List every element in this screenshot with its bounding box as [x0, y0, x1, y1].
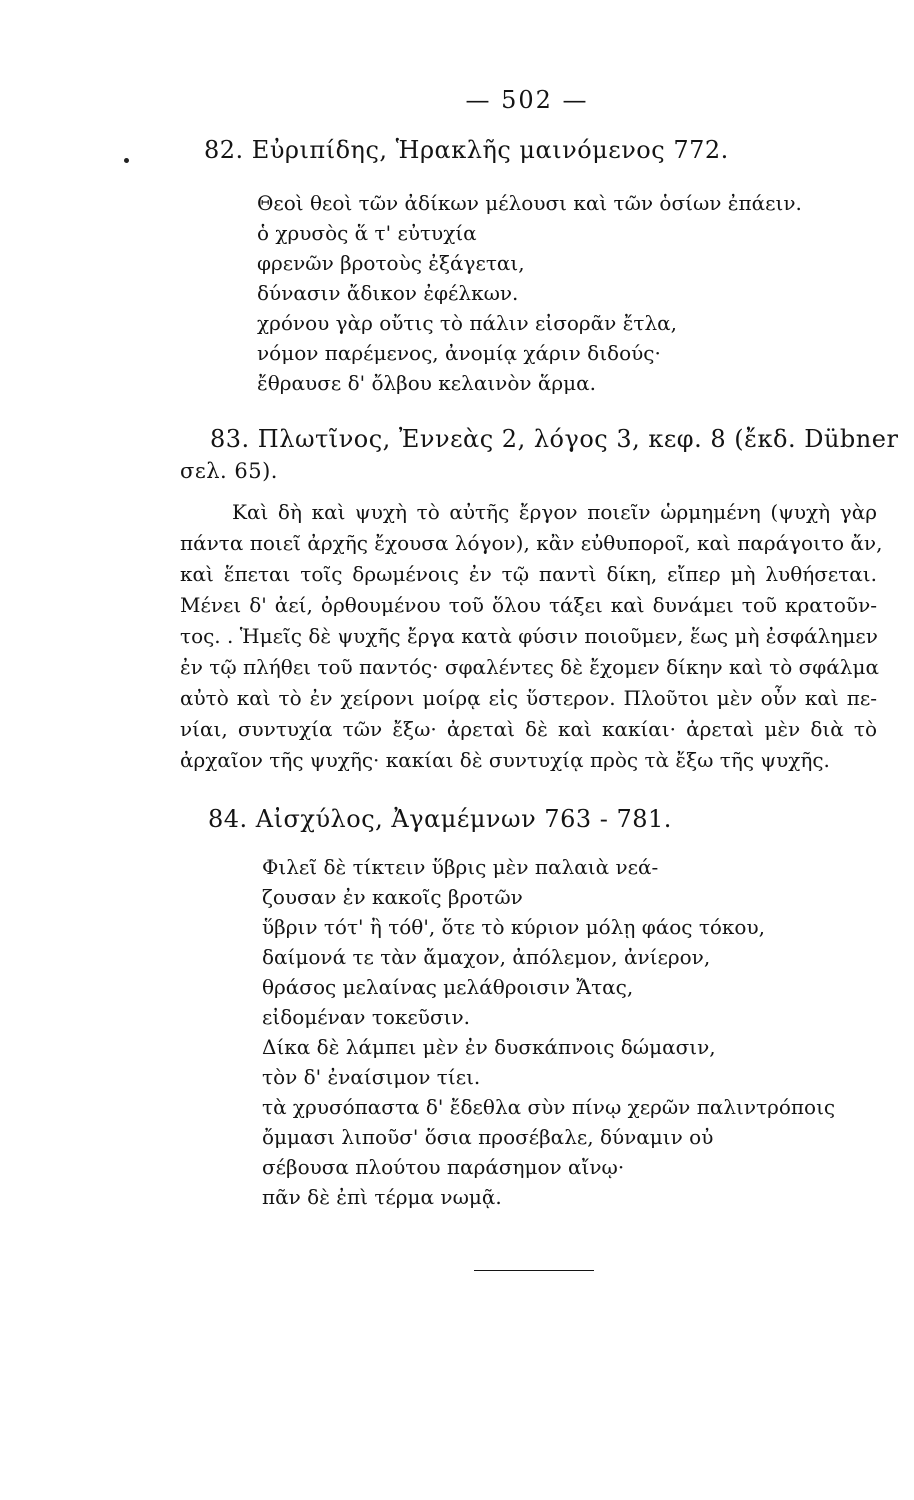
verse-line: τὸν δ' ἐναίσιμον τίει. — [262, 1065, 481, 1089]
prose-line: καὶ ἕπεται τοῖς δρωμένοις ἐν τῷ παντὶ δίκη, εἴπερ μὴ λυθήσεται. — [180, 562, 877, 586]
prose-line: τος. . Ἡμεῖς δὲ ψυχῆς ἔργα κατὰ φύσιν ποιοῦμεν, ἕως μὴ ἐσφάλημεν — [180, 624, 878, 648]
verse-line: Φιλεῖ δὲ τίκτειν ὕβρις μὲν παλαιὰ νεά- — [262, 855, 659, 879]
prose-line: ἐν τῷ πλήθει τοῦ παντός· σφαλέντες δὲ ἔχομεν δίκην καὶ τὸ σφάλμα — [180, 655, 879, 679]
prose-line: Καὶ δὴ καὶ ψυχὴ τὸ αὐτῆς ἔργον ποιεῖν ὡρμημένη (ψυχὴ γὰρ — [232, 500, 877, 524]
prose-line: Μένει δ' ἀεί, ὀρθουμένου τοῦ ὅλου τάξει καὶ δυνάμει τοῦ κρατοῦν- — [180, 593, 877, 617]
section-83-text — [180, 497, 883, 776]
prose-line: πάντα ποιεῖ ἀρχῆς ἔχουσα λόγον), κἂν εὐθυποροῖ, καὶ παράγοιτο ἄν, — [180, 531, 883, 555]
section-83-heading: 83. Πλωτῖνος, Ἐννεὰς 2, λόγος 3, κεφ. 8 (ἔκδ. Dübner — [210, 425, 899, 453]
verse-line: Θεοὶ θεοὶ τῶν ἀδίκων μέλουσι καὶ τῶν ὁσίων ἐπάειν. — [257, 191, 802, 215]
ink-speck — [124, 158, 129, 163]
end-rule — [474, 1270, 594, 1271]
section-82-verse — [257, 188, 802, 398]
prose-line: ἀρχαῖον τῆς ψυχῆς· κακίαι δὲ συντυχίᾳ πρὸς τὰ ἔξω τῆς ψυχῆς. — [180, 748, 830, 772]
verse-line: ὕβριν τότ' ἢ τόθ', ὅτε τὸ κύριον μόλῃ φάος τόκου, — [262, 915, 765, 939]
verse-line: δαίμονά τε τὰν ἄμαχον, ἀπόλεμον, ἀνίερον, — [262, 945, 711, 969]
verse-line: εἰδομέναν τοκεῦσιν. — [262, 1005, 470, 1029]
verse-line: ζουσαν ἐν κακοῖς βροτῶν — [262, 885, 523, 909]
verse-line: δύνασιν ἄδικον ἐφέλκων. — [257, 281, 519, 305]
verse-line: χρόνου γὰρ οὔτις τὸ πάλιν εἰσορᾶν ἔτλα, — [257, 311, 678, 335]
verse-line: θράσος μελαίνας μελάθροισιν Ἄτας, — [262, 975, 634, 999]
page-number: — 502 — — [465, 86, 589, 114]
prose-line: αὐτὸ καὶ τὸ ἐν χείρονι μοίρᾳ εἰς ὕστερον. Πλοῦτοι μὲν οὖν καὶ πε- — [180, 686, 877, 710]
prose-line: νίαι, συντυχία τῶν ἔξω· ἀρεταὶ δὲ καὶ κακίαι· ἀρεταὶ μὲν διὰ τὸ — [180, 717, 877, 741]
section-83-heading-cont: σελ. 65). — [180, 459, 278, 483]
verse-line: ἔθραυσε δ' ὄλβου κελαινὸν ἅρμα. — [257, 371, 597, 395]
verse-line: ὁ χρυσὸς ἅ τ' εὐτυχία — [257, 221, 477, 245]
verse-line: σέβουσα πλούτου παράσημον αἴνῳ· — [262, 1155, 625, 1179]
verse-line: Δίκα δὲ λάμπει μὲν ἐν δυσκάπνοις δώμασιν, — [262, 1035, 716, 1059]
verse-line: φρενῶν βροτοὺς ἐξάγεται, — [257, 251, 525, 275]
section-82-heading: 82. Εὐριπίδης, Ἡρακλῆς μαινόμενος 772. — [204, 136, 729, 164]
section-84-verse — [262, 852, 835, 1212]
verse-line: τὰ χρυσόπαστα δ' ἔδεθλα σὺν πίνῳ χερῶν παλιντρόποις — [262, 1095, 836, 1119]
verse-line: πᾶν δὲ ἐπὶ τέρμα νωμᾷ. — [262, 1185, 502, 1209]
section-84-heading: 84. Αἰσχύλος, Ἀγαμέμνων 763 - 781. — [208, 805, 672, 833]
verse-line: νόμον παρέμενος, ἀνομίᾳ χάριν διδούς· — [257, 341, 661, 365]
verse-line: ὄμμασι λιποῦσ' ὅσια προσέβαλε, δύναμιν οὐ — [262, 1125, 714, 1149]
